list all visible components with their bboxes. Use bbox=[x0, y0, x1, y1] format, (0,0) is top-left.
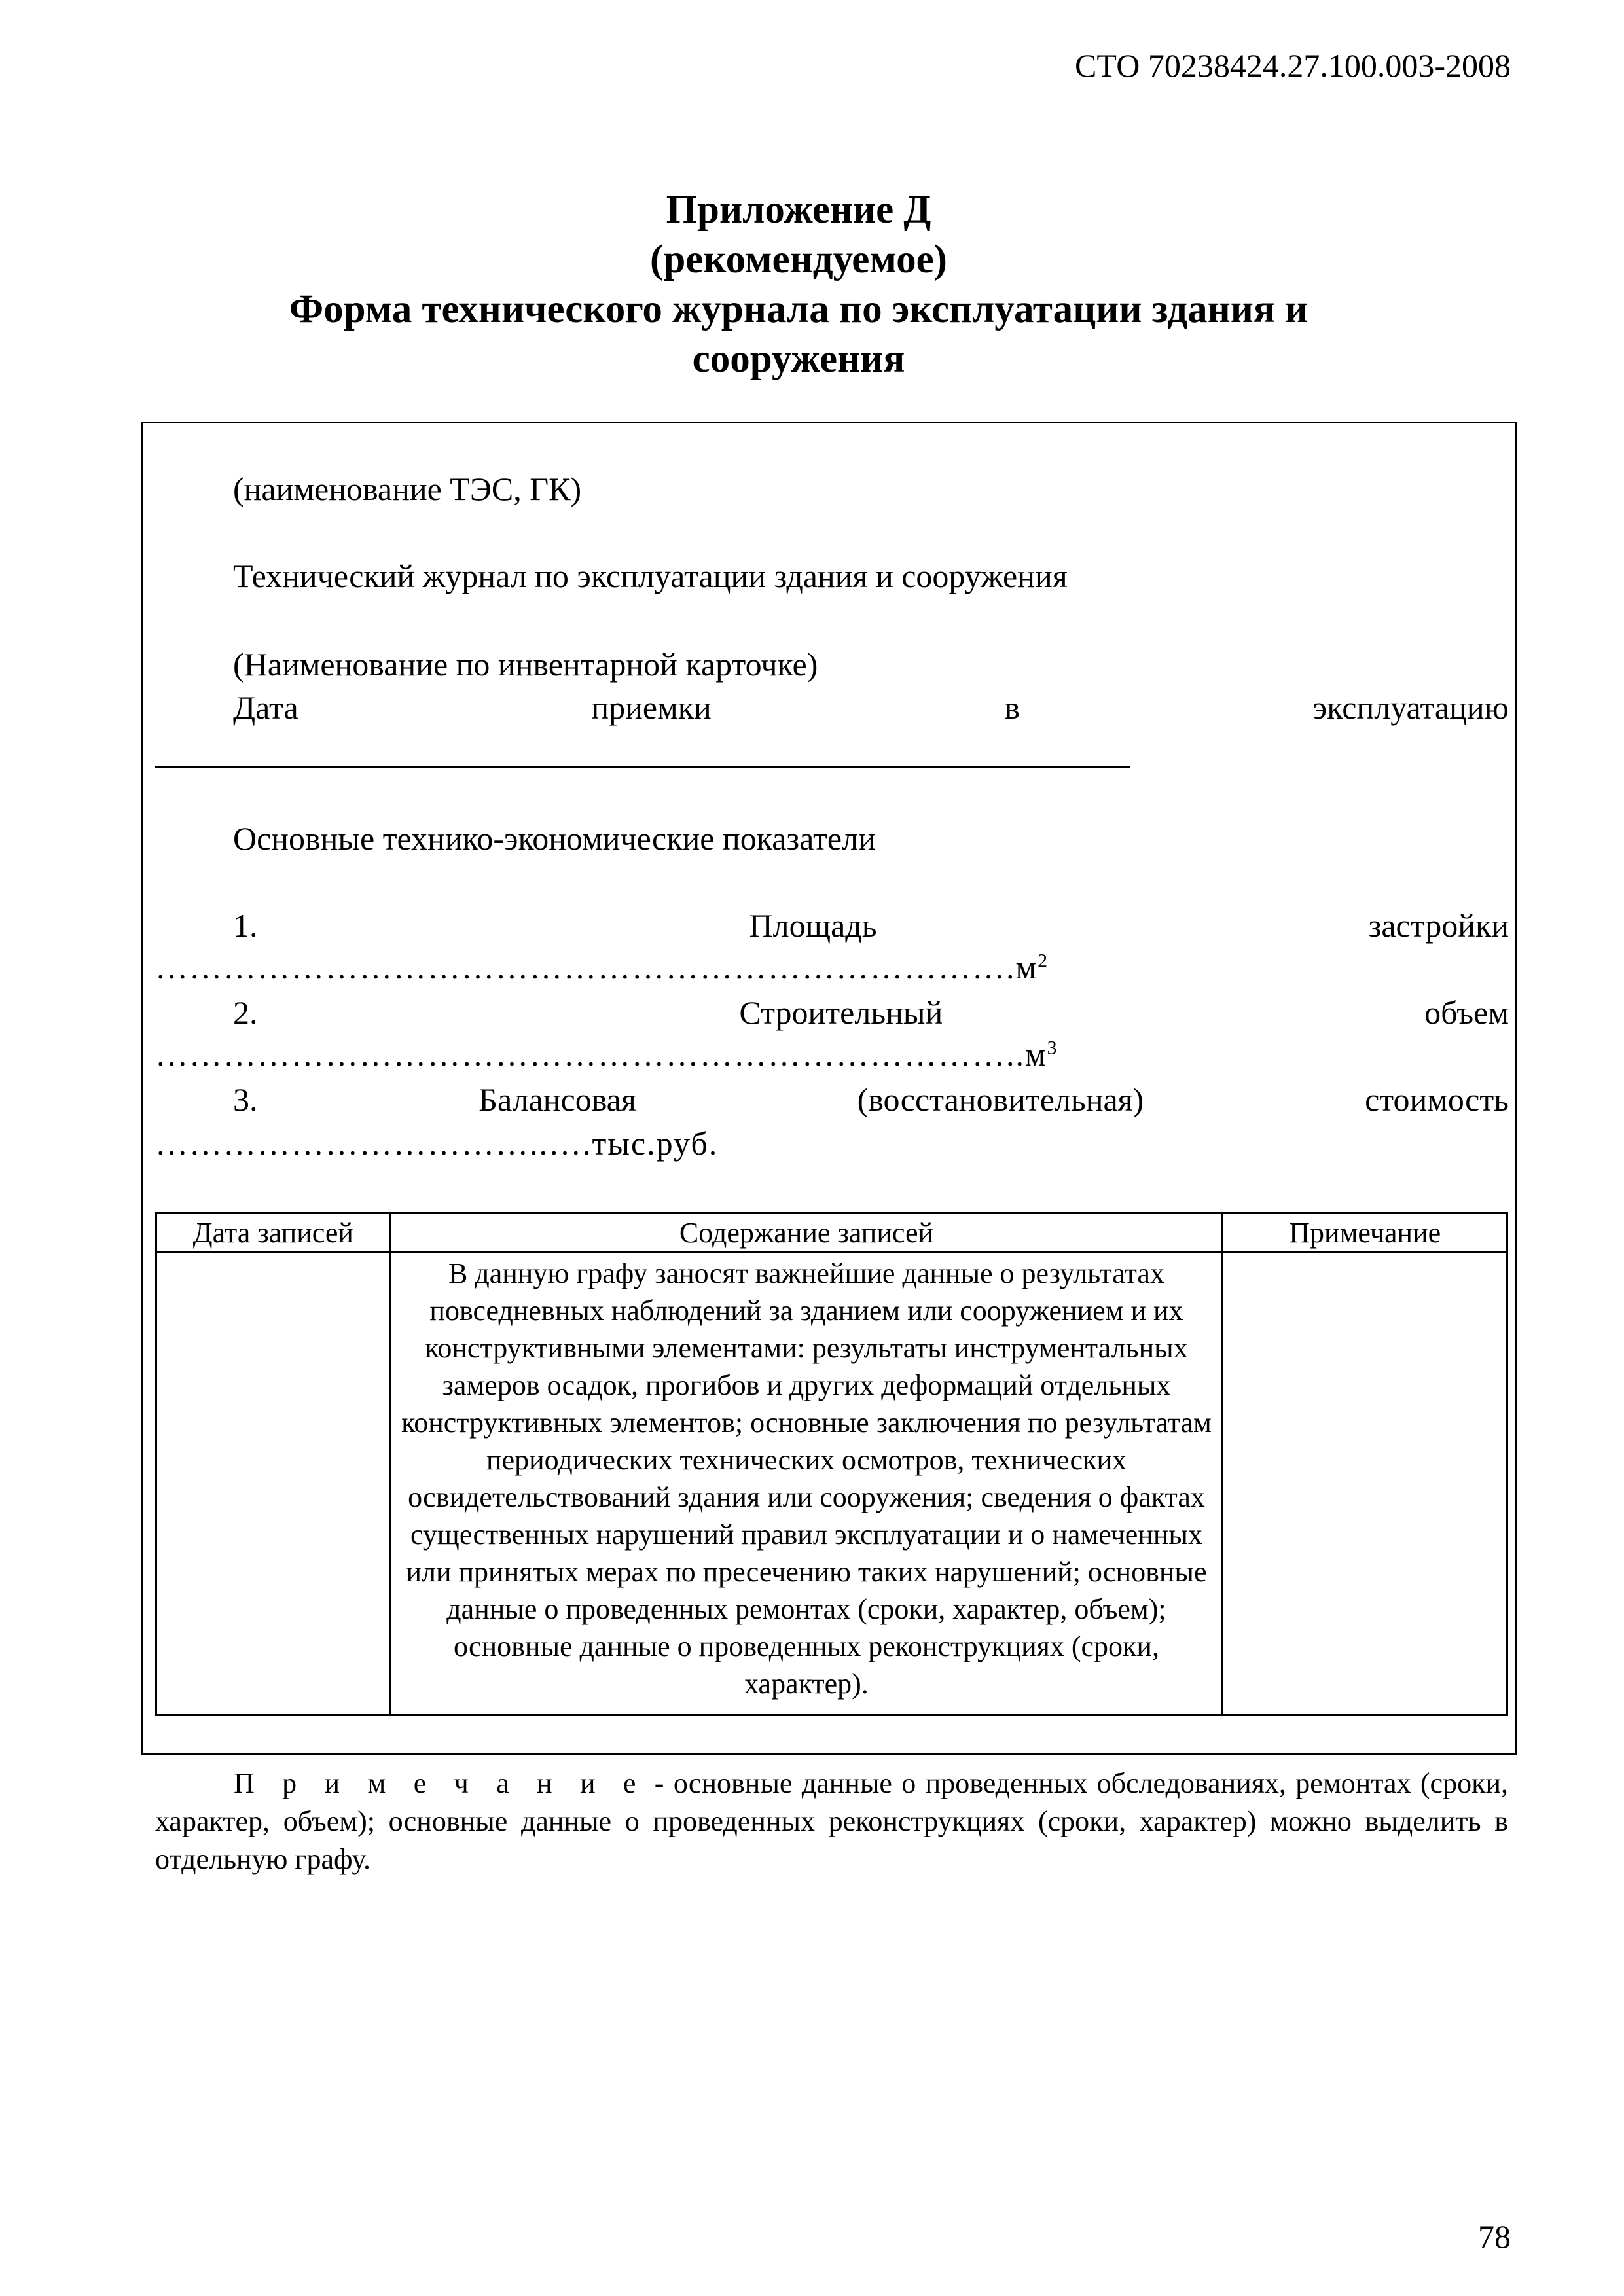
indicator-1-word-1: Площадь bbox=[749, 907, 877, 944]
indicator-3-fill: ……………………………..….тыс.руб. bbox=[155, 1125, 719, 1162]
inventory-name-placeholder: (Наименование по инвентарной карточке) bbox=[233, 646, 818, 683]
indicator-2-fill bbox=[155, 1035, 1058, 1074]
indicator-item-2 bbox=[233, 993, 1509, 1032]
indicator-2-word-2: объем bbox=[1424, 994, 1509, 1031]
indicator-3-number: 3. bbox=[233, 1081, 258, 1118]
table-row bbox=[156, 1253, 1507, 1715]
acceptance-date-word-1: Дата bbox=[233, 689, 298, 726]
appendix-title bbox=[144, 185, 1453, 384]
indicator-item-3 bbox=[233, 1080, 1509, 1119]
appendix-title-line-3: Форма технического журнала по эксплуатации здания и bbox=[289, 287, 1308, 331]
indicator-2-unit-sup: 3 bbox=[1047, 1037, 1058, 1059]
document-code: СТО 70238424.27.100.003-2008 bbox=[1075, 47, 1511, 84]
indicator-item-1 bbox=[233, 906, 1509, 945]
indicators-heading: Основные технико-экономические показатели bbox=[233, 820, 876, 857]
cell-content: В данную графу заносят важнейшие данные о результатах повседневных наблюдений за зданием или сооружением и их конструктивными элементами: результаты инструментальных замеров осадок, прогибов и других деформаций отдельных конструктивных элементов; основные заключения по результатам периодических технических осмотров, технических освидетельствований здания или сооружения; сведения о фактах существенных нарушений правил эксплуатации и о намеченных или принятых мерах по пресечению таких нарушений; основные данные о проведенных ремонтах (сроки, характер, объем); основные данные о проведенных реконструкциях (сроки, характер). bbox=[390, 1253, 1223, 1715]
indicator-2-word-1: Строительный bbox=[739, 994, 943, 1031]
journal-title: Технический журнал по эксплуатации здания и сооружения bbox=[233, 558, 1068, 594]
footnote bbox=[155, 1765, 1508, 1878]
indicator-2-number: 2. bbox=[233, 994, 258, 1031]
journal-table-header-row bbox=[156, 1213, 1507, 1253]
appendix-title-line-1: Приложение Д bbox=[666, 188, 931, 232]
acceptance-date-fill-line bbox=[155, 766, 1130, 768]
indicator-3-word-3: стоимость bbox=[1365, 1081, 1509, 1118]
indicator-1-unit-sup: 2 bbox=[1038, 950, 1049, 972]
acceptance-date-word-3: в bbox=[1004, 689, 1020, 726]
indicator-1-dots: ………………………………………………………………….м bbox=[155, 949, 1038, 986]
footnote-text: - основные данные о проведенных обследованиях, ремонтах (сроки, характер, объем); основные данные о проведенных реконструкциях (сроки, характер) можно выделить в отдельную графу. bbox=[155, 1767, 1508, 1875]
appendix-title-line-4: сооружения bbox=[692, 337, 905, 381]
footnote-label: П р и м е ч а н и е bbox=[234, 1767, 645, 1799]
indicator-3-word-1: Балансовая bbox=[478, 1081, 636, 1118]
column-header-content: Содержание записей bbox=[390, 1213, 1223, 1253]
acceptance-date-line bbox=[233, 688, 1509, 727]
page-number: 78 bbox=[1478, 2218, 1511, 2255]
appendix-title-line-2: (рекомендуемое) bbox=[650, 238, 947, 281]
indicator-1-fill bbox=[155, 948, 1049, 987]
org-name-placeholder: (наименование ТЭС, ГК) bbox=[233, 471, 582, 507]
journal-table bbox=[155, 1212, 1508, 1716]
column-header-date: Дата записей bbox=[156, 1213, 391, 1253]
indicator-3-word-2: (восстановительная) bbox=[857, 1081, 1144, 1118]
acceptance-date-word-4: эксплуатацию bbox=[1312, 689, 1509, 726]
acceptance-date-word-2: приемки bbox=[591, 689, 712, 726]
indicator-2-dots: …………………………………………………………………..м bbox=[155, 1036, 1047, 1073]
column-header-note: Примечание bbox=[1223, 1213, 1507, 1253]
cell-date bbox=[156, 1253, 391, 1715]
indicator-1-word-2: застройки bbox=[1368, 907, 1509, 944]
cell-note bbox=[1223, 1253, 1507, 1715]
indicator-1-number: 1. bbox=[233, 907, 258, 944]
